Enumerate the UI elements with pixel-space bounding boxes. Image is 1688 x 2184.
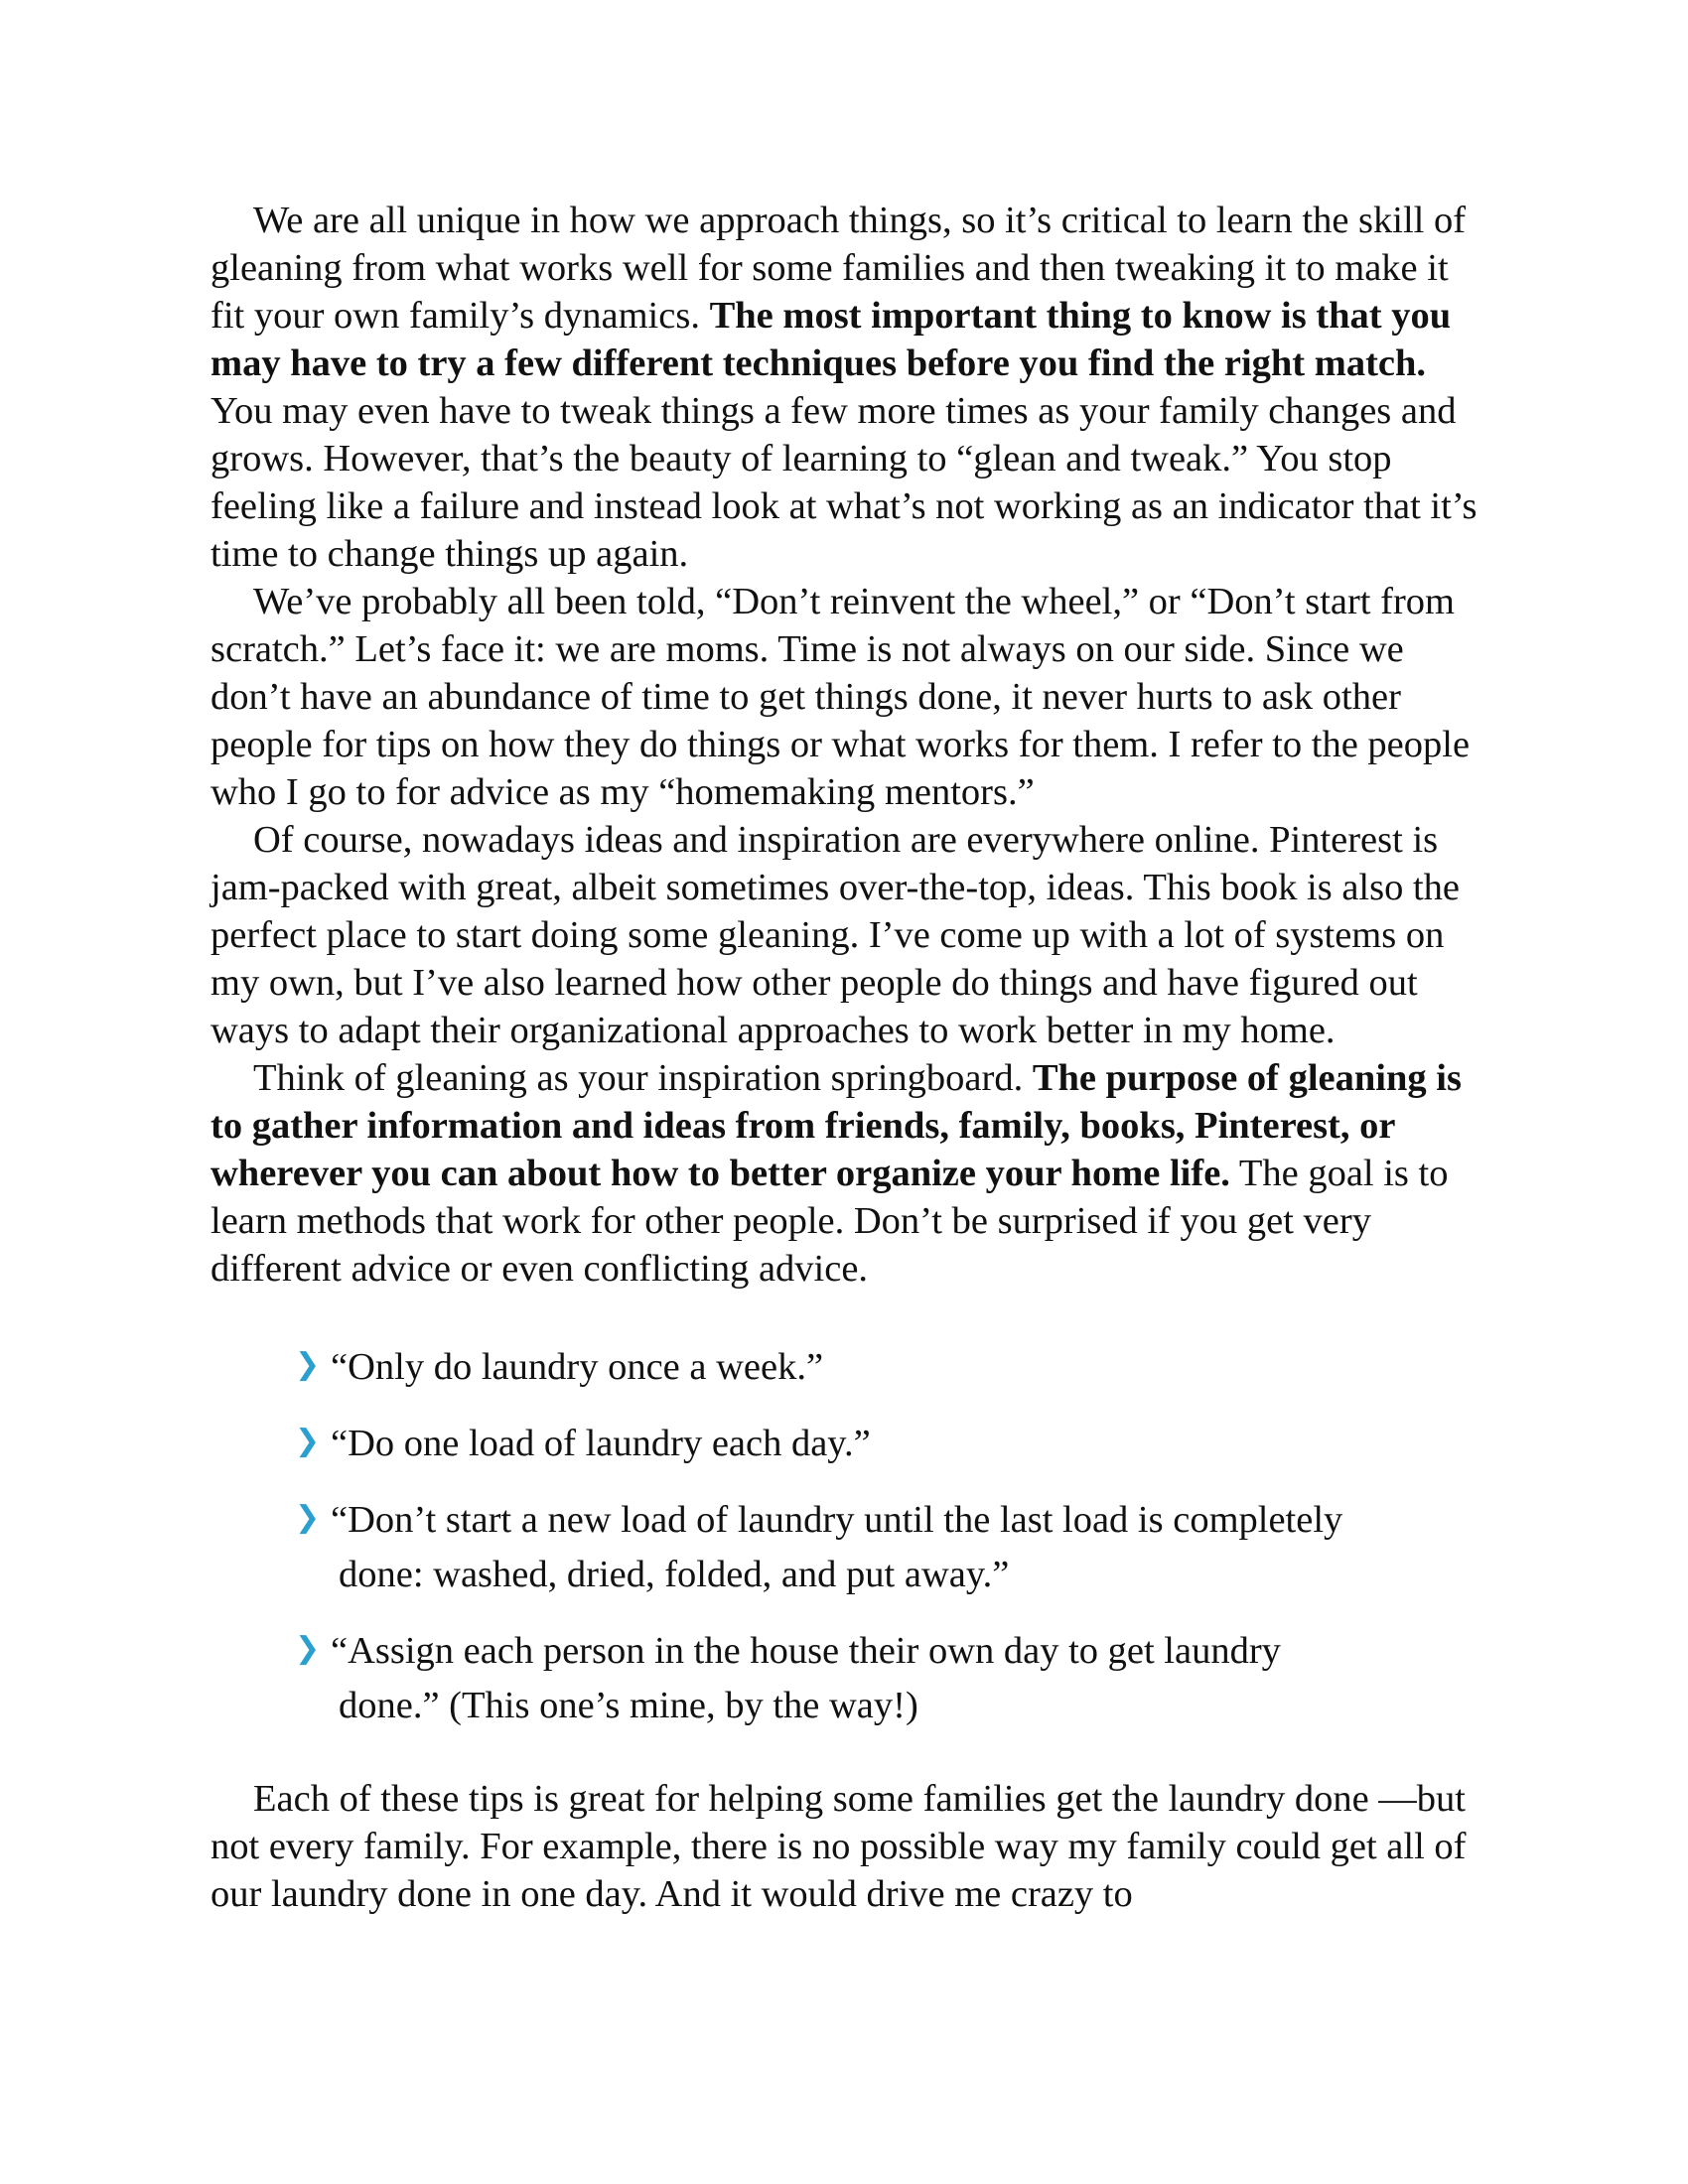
paragraph — [211, 197, 1486, 578]
laundry-tips-list — [211, 1340, 1486, 1733]
paragraph-text: Of course, nowadays ideas and inspiration are everywhere online. Pinterest is jam-packed with great, albeit sometimes over-the-top, ideas. This book is also the perfect place to start doing some gleaning. I’ve come up with a lot of systems on my own, but I’ve also learned how other people do things and have figured out ways to adapt their organizational approaches to work better in my home. — [211, 819, 1460, 1051]
book-page — [211, 197, 1486, 1918]
tip-text: “Only do laundry once a week.” — [331, 1346, 824, 1388]
paragraph-bold-text: The purpose of gleaning is to gather information and ideas from friends, family, books, Pinterest, or wherever you can about how to better organize your home life. — [211, 1057, 1462, 1194]
tip-body — [331, 1493, 1473, 1602]
list-item — [295, 1493, 1486, 1602]
chevron-right-icon: ❯ — [295, 1424, 321, 1458]
chevron-right-icon: ❯ — [295, 1500, 321, 1535]
paragraph-text: Think of gleaning as your inspiration springboard. — [253, 1057, 1033, 1099]
paragraph-text: You may even have to tweak things a few more times as your family changes and grows. However, that’s the beauty of learning to “glean and tweak.” You stop feeling like a failure and instead look at what’s not working as an indicator that it’s time to change things up again. — [211, 390, 1477, 575]
list-item — [295, 1340, 1486, 1395]
tip-text-continued: done: washed, dried, folded, and put away.” — [339, 1554, 1010, 1595]
chevron-right-icon: ❯ — [295, 1347, 321, 1382]
closing-paragraph — [211, 1775, 1486, 1918]
tip-text: “Assign each person in the house their own day to get laundry — [331, 1630, 1281, 1672]
list-item — [295, 1417, 1486, 1471]
tip-text: “Do one load of laundry each day.” — [331, 1423, 871, 1464]
paragraph-bold-text: The most important thing to know is that you may have to try a few different techniques before you find the right match. — [211, 295, 1452, 384]
body-text — [211, 197, 1486, 1293]
tip-body — [331, 1417, 1473, 1471]
paragraph-text: We are all unique in how we approach things, so it’s critical to learn the skill of gleaning from what works well for some families and then tweaking it to make it fit your own family’s dynamics. — [211, 200, 1467, 337]
paragraph-text: The goal is to learn methods that work for other people. Don’t be surprised if you get very different advice or even conflicting advice. — [211, 1153, 1449, 1290]
tip-body — [331, 1340, 1473, 1395]
paragraph — [211, 816, 1486, 1054]
tip-body — [331, 1624, 1473, 1733]
paragraph — [211, 578, 1486, 816]
paragraph-text: We’ve probably all been told, “Don’t reinvent the wheel,” or “Don’t start from scratch.” Let’s face it: we are moms. Time is not always on our side. Since we don’t have an abundance of time to get things done, it never hurts to ask other people for tips on how they do things or what works for them. I refer to the people who I go to for advice as my “homemaking mentors.” — [211, 581, 1471, 813]
paragraph — [211, 1054, 1486, 1293]
paragraph-text: Each of these tips is great for helping some families get the laundry done —but not every family. For example, there is no possible way my family could get all of our laundry done in one day. And it would drive me crazy to — [211, 1778, 1467, 1915]
list-item — [295, 1624, 1486, 1733]
tip-text-continued: done.” (This one’s mine, by the way!) — [339, 1685, 918, 1726]
chevron-right-icon: ❯ — [295, 1631, 321, 1666]
tip-text: “Don’t start a new load of laundry until the last load is completely — [331, 1499, 1343, 1541]
